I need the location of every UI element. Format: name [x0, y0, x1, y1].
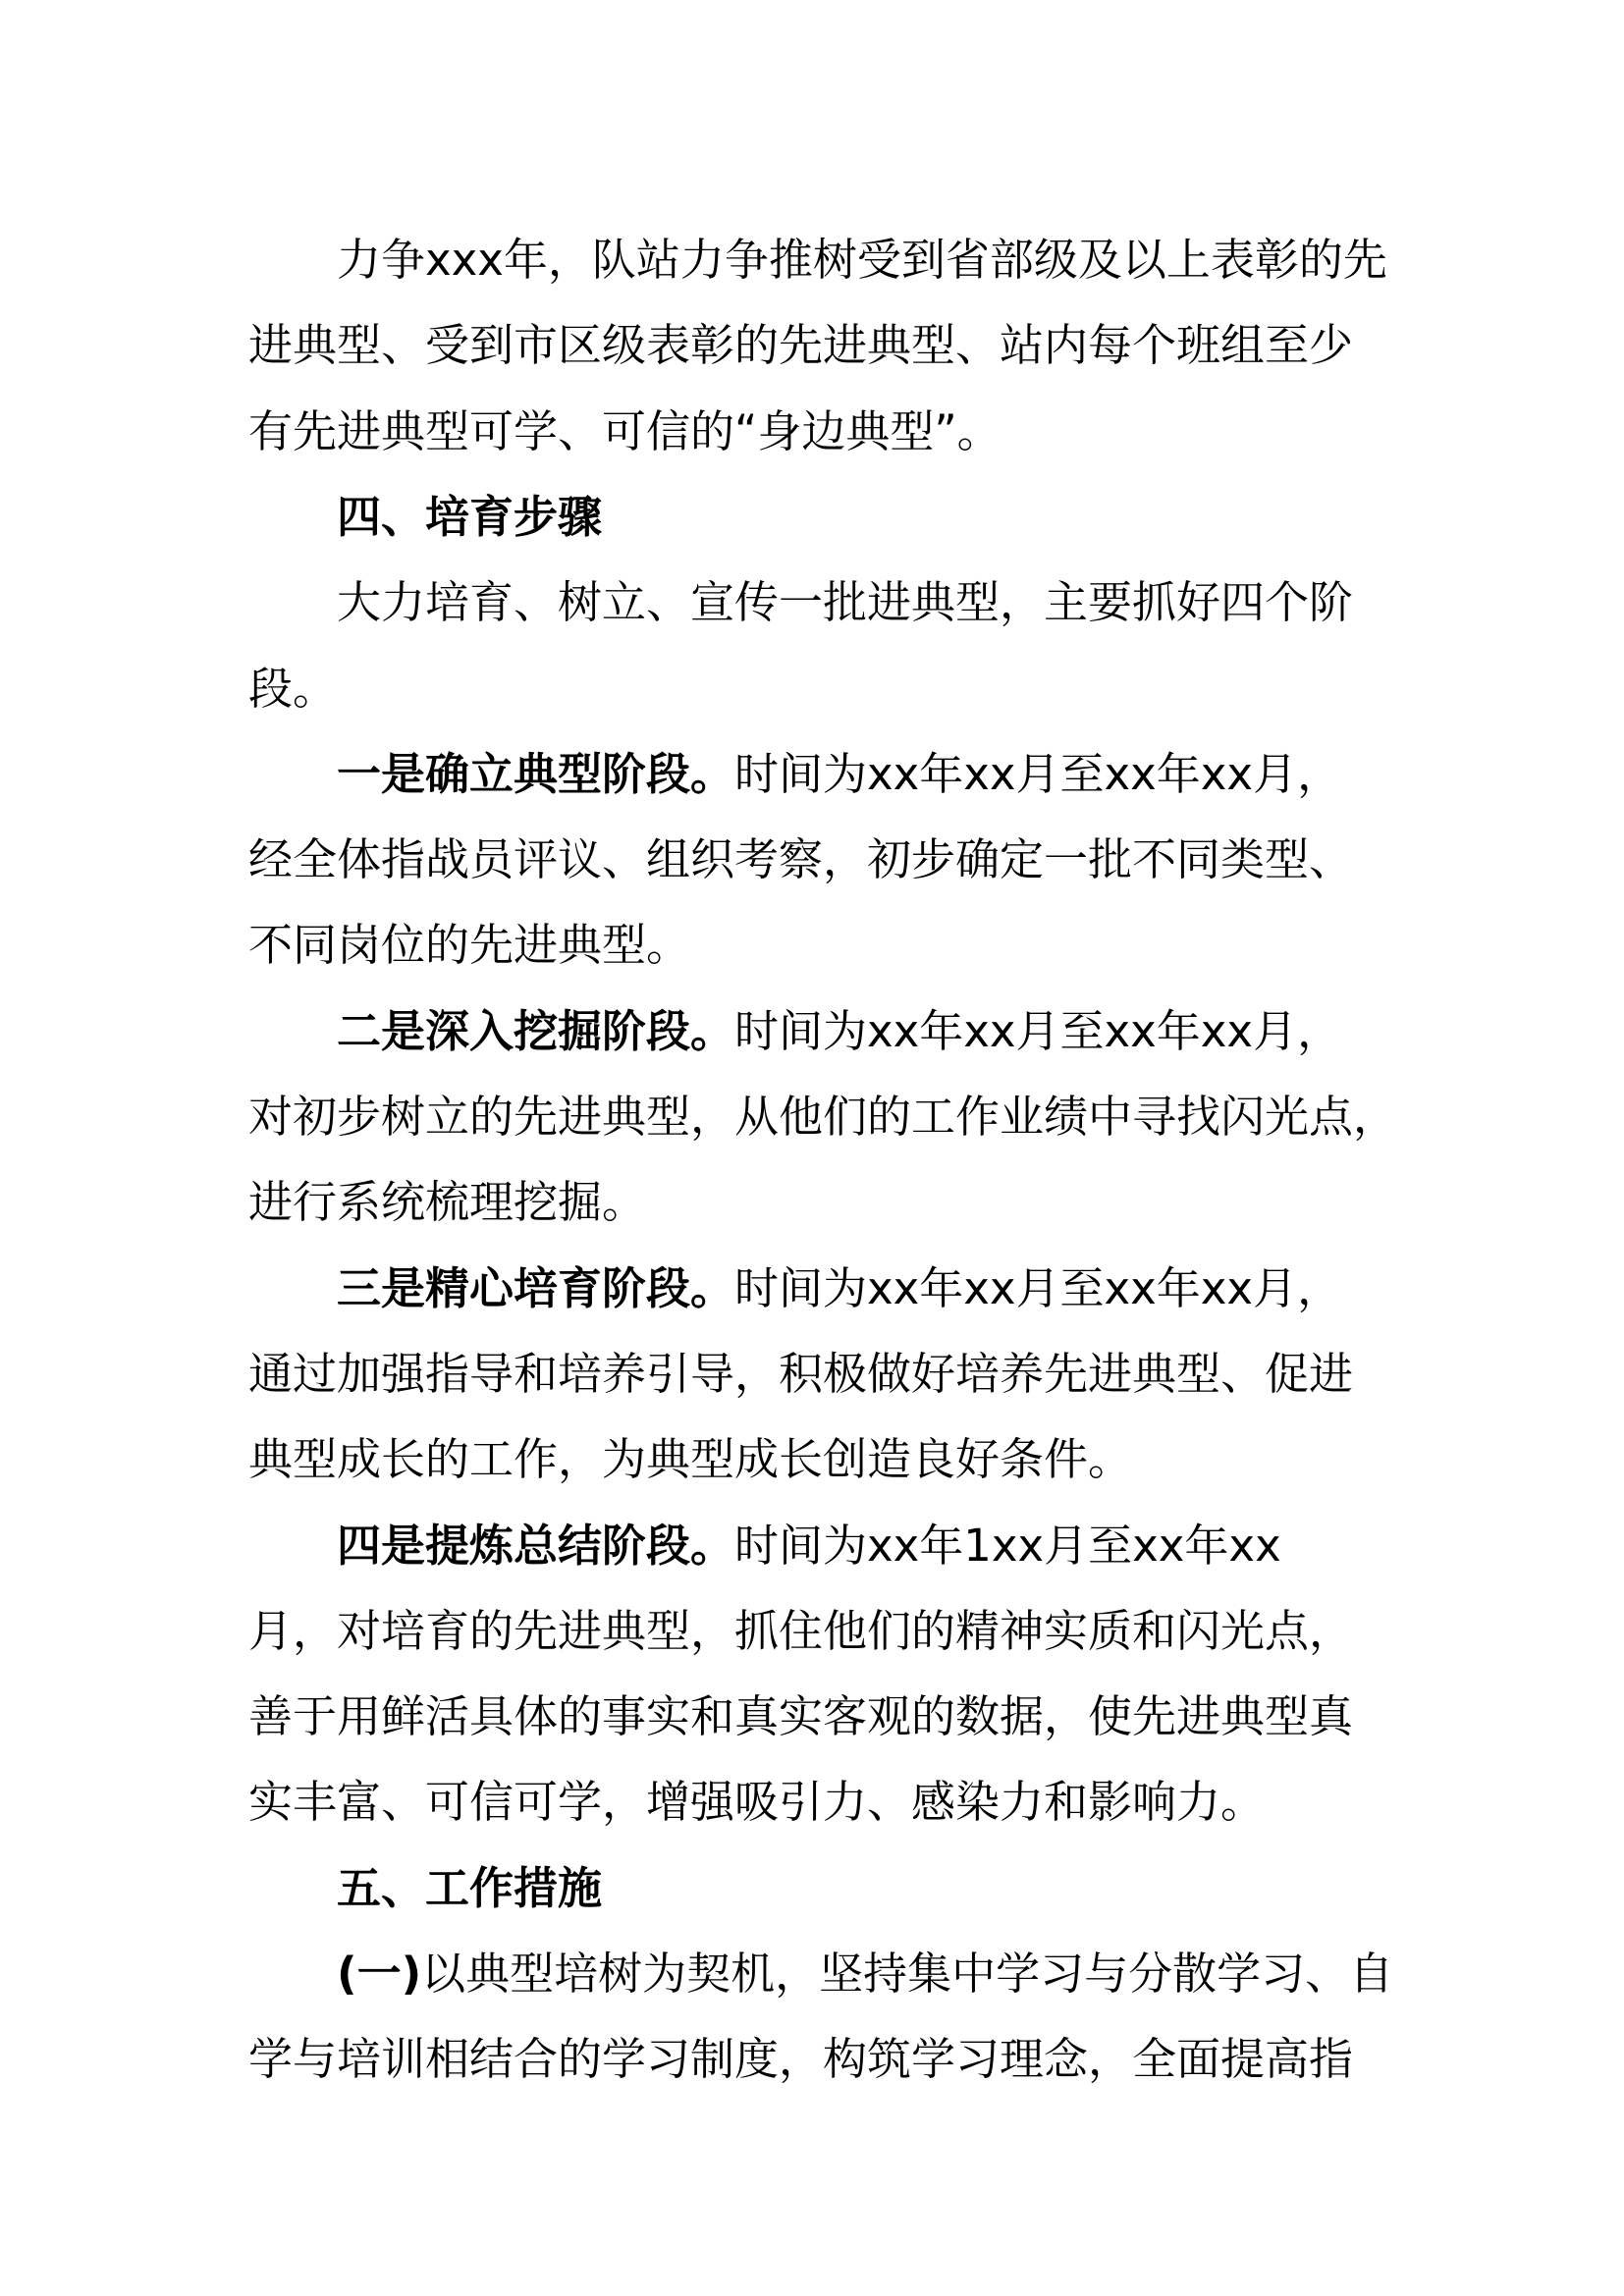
paragraph-line — [248, 921, 690, 970]
line-text: 善于用鲜活具体的事实和真实客观的数据，使先进典型真 — [248, 1690, 1354, 1743]
bold-lead: 三是精心培育阶段。 — [337, 1261, 735, 1314]
paragraph-line — [248, 662, 338, 715]
line-text: 不同岗位的先进典型。 — [248, 919, 691, 972]
line-text: 典型成长的工作，为典型成长创造良好条件。 — [248, 1433, 1133, 1486]
line-text: 时间为xx年xx月至xx年xx月， — [734, 1261, 1342, 1314]
line-text: 经全体指战员评议、组织考察，初步确定一批不同类型、 — [248, 833, 1354, 886]
line-text: 时间为xx年1xx月至xx年xx — [734, 1519, 1281, 1572]
paragraph-line — [337, 236, 1387, 285]
paragraph-line — [337, 747, 1342, 800]
bold-lead: 四、培育步骤 — [337, 490, 603, 543]
paragraph-line — [248, 1778, 1265, 1827]
paragraph-line — [248, 1604, 1354, 1657]
line-text: 对初步树立的先进典型，从他们的工作业绩中寻找闪光点， — [248, 1091, 1398, 1143]
line-text: 时间为xx年xx月至xx年xx月， — [734, 1004, 1342, 1057]
paragraph-line — [248, 1692, 1353, 1741]
paragraph-line — [248, 404, 1001, 457]
paragraph-line — [248, 1347, 1354, 1400]
line-text: 学与培训相结合的学习制度，构筑学习理念，全面提高指 — [248, 2033, 1354, 2086]
line-text: 有先进典型可学、可信的“身边典型”。 — [248, 404, 1001, 457]
paragraph-line — [337, 1004, 1342, 1057]
paragraph-line — [337, 1519, 1281, 1572]
paragraph-line — [248, 321, 1353, 370]
bold-lead: 一是确立典型阶段。 — [337, 747, 735, 800]
line-text: 通过加强指导和培养引导，积极做好培养先进典型、促进 — [248, 1347, 1354, 1400]
paragraph-line — [248, 1435, 1132, 1484]
line-text: 段。 — [248, 662, 338, 715]
bold-lead: 五、工作措施 — [337, 1861, 603, 1914]
bold-lead: (一) — [337, 1948, 422, 2000]
paragraph-line — [248, 1178, 646, 1227]
line-text: 实丰富、可信可学，增强吸引力、感染力和影响力。 — [248, 1776, 1266, 1829]
section-heading — [337, 490, 603, 543]
paragraph-line — [248, 2035, 1353, 2084]
line-text: 大力培育、树立、宣传一批进典型，主要抓好四个阶 — [337, 576, 1354, 629]
line-text: 力争xxx年，队站力争推树受到省部级及以上表彰的先 — [337, 234, 1387, 286]
bold-lead: 四是提炼总结阶段。 — [337, 1519, 735, 1572]
line-text: 时间为xx年xx月至xx年xx月， — [734, 747, 1342, 800]
line-text: 进行系统梳理挖掘。 — [248, 1176, 647, 1229]
paragraph-line — [248, 1093, 1397, 1142]
line-text: 以典型培树为契机，坚持集中学习与分散学习、自 — [421, 1948, 1394, 2000]
line-text: 月，对培育的先进典型，抓住他们的精神实质和闪光点， — [248, 1604, 1354, 1657]
section-heading — [337, 1861, 603, 1914]
bold-lead: 二是深入挖掘阶段。 — [337, 1004, 735, 1057]
paragraph-line — [337, 1949, 1393, 1999]
line-text: 进典型、受到市区级表彰的先进典型、站内每个班组至少 — [248, 319, 1354, 372]
paragraph-line — [248, 835, 1353, 884]
paragraph-line — [337, 1261, 1342, 1314]
paragraph-line — [337, 578, 1353, 627]
